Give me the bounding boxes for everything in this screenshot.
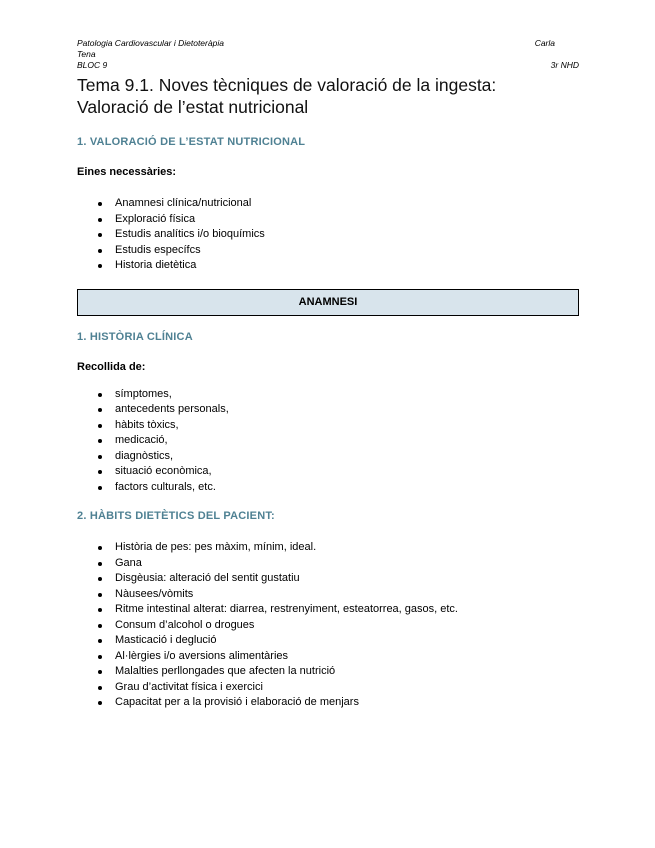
list-item: Masticació i deglució <box>77 633 579 649</box>
section-heading-habits: 2. HÀBITS DIETÈTICS DEL PACIENT: <box>77 510 275 522</box>
header-year: 3r NHD <box>550 60 579 70</box>
list-item: Historia dietètica <box>77 258 579 274</box>
list-item: antecedents personals, <box>77 402 579 418</box>
list-item: Història de pes: pes màxim, mínim, ideal. <box>77 540 579 556</box>
page-title-line-1: Tema 9.1. Noves tècniques de valoració de la ingesta: <box>77 75 497 95</box>
list-item: Estudis específcs <box>77 243 579 259</box>
list-item: Gana <box>77 556 579 572</box>
section-heading-historia: 1. HISTÒRIA CLÍNICA <box>77 330 193 343</box>
header-author-last: Tena <box>77 49 96 59</box>
header-row-3 <box>77 60 579 71</box>
tools-label: Eines necessàries: <box>77 166 177 178</box>
list-item: Consum d’alcohol o drogues <box>77 618 579 634</box>
header-row-1 <box>77 38 579 49</box>
list-item: medicació, <box>77 433 579 449</box>
page-title <box>77 74 579 118</box>
collection-label: Recollida de: <box>77 360 146 373</box>
list-item: Disgèusia: alteració del sentit gustatiu <box>77 571 579 587</box>
list-item: símptomes, <box>77 387 579 403</box>
document-page <box>77 38 579 711</box>
list-item: Grau d’activitat física i exercici <box>77 680 579 696</box>
list-item: Anamnesi clínica/nutricional <box>77 196 579 212</box>
header-course: Patologia Cardiovascular i Dietoteràpia <box>77 38 224 48</box>
habits-list <box>77 540 579 711</box>
list-item: Estudis analítics i/o bioquímics <box>77 227 579 243</box>
list-item: Exploració física <box>77 212 579 228</box>
list-item: Al·lèrgies i/o aversions alimentàries <box>77 649 579 665</box>
header-block: BLOC 9 <box>77 60 108 70</box>
header-author-first: Carla <box>534 38 555 48</box>
list-item: Ritme intestinal alterat: diarrea, restrenyiment, esteatorrea, gasos, etc. <box>77 602 579 618</box>
list-item: Malalties perllongades que afecten la nutrició <box>77 664 579 680</box>
list-item: hàbits tòxics, <box>77 418 579 434</box>
list-item: situació econòmica, <box>77 464 579 480</box>
list-item: factors culturals, etc. <box>77 480 579 496</box>
history-list <box>77 387 579 496</box>
list-item: Nàusees/vòmits <box>77 587 579 603</box>
header-row-2 <box>77 49 579 60</box>
list-item: Capacitat per a la provisió i elaboració de menjars <box>77 695 579 711</box>
list-item: diagnòstics, <box>77 449 579 465</box>
anamnesi-banner: ANAMNESI <box>77 289 579 316</box>
tools-list <box>77 196 579 274</box>
page-title-line-2: Valoració de l’estat nutricional <box>77 97 309 117</box>
section-heading-valoracio: 1. VALORACIÓ DE L’ESTAT NUTRICIONAL <box>77 136 306 148</box>
